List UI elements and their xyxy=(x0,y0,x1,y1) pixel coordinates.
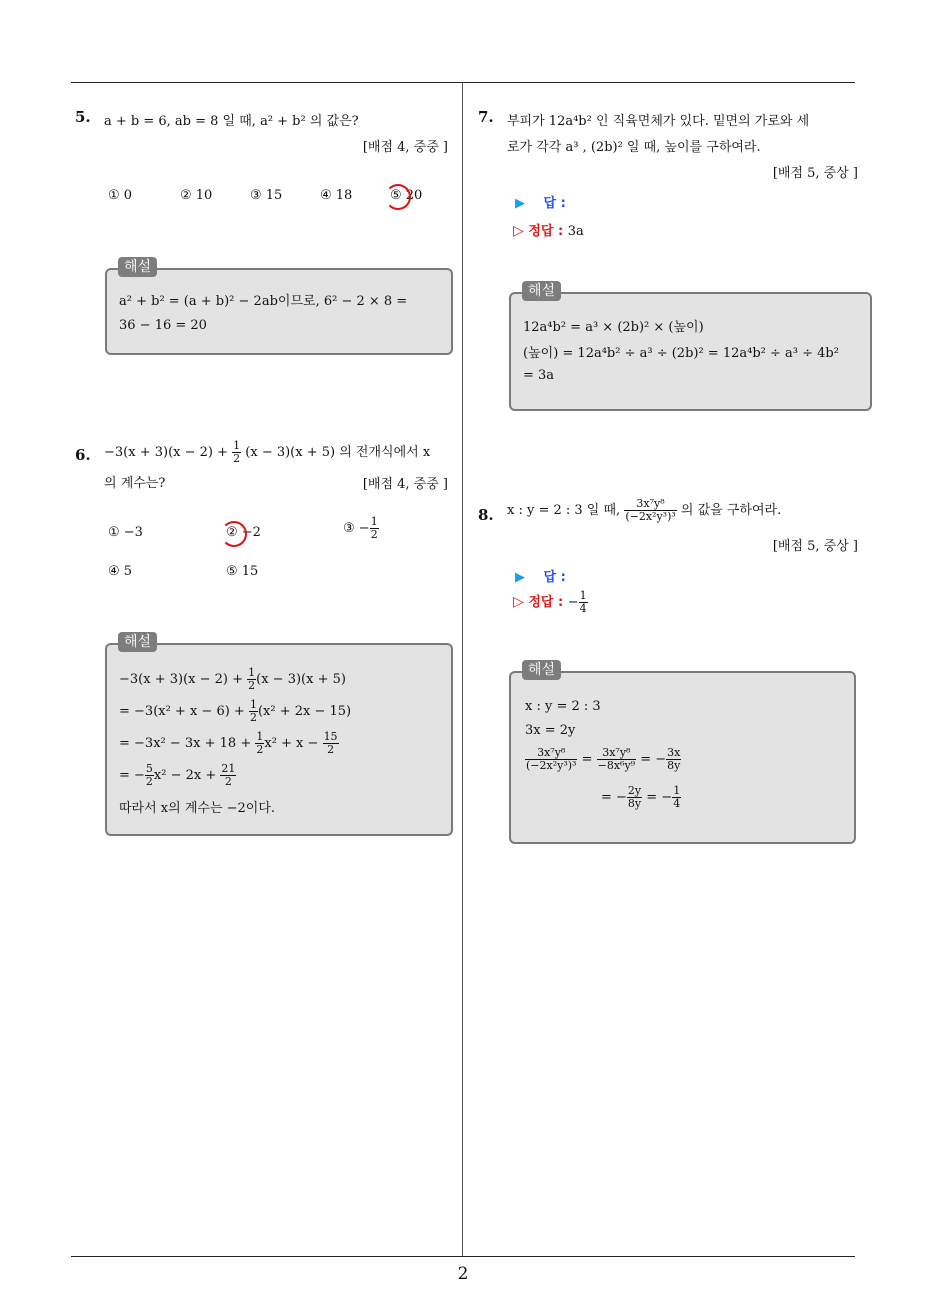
explanation-line: 36 − 16 = 20 xyxy=(119,318,207,333)
question-number: 6. xyxy=(75,446,91,464)
frac-den: −8x⁶y⁹ xyxy=(597,759,636,772)
text-part: = − xyxy=(119,768,145,783)
explanation-line xyxy=(119,699,351,724)
explanation-line xyxy=(119,667,346,692)
question-number: 7. xyxy=(478,108,494,126)
fraction xyxy=(624,498,676,523)
explanation-box xyxy=(105,643,453,836)
text-part: = −3x² − 3x + 18 + xyxy=(119,736,252,751)
frac-den: 2 xyxy=(327,743,335,756)
fraction xyxy=(627,785,642,810)
frac-den: 4 xyxy=(579,602,587,615)
explanation-line xyxy=(601,785,681,810)
frac-den: 2 xyxy=(249,711,257,724)
explanation-line: x : y = 2 : 3 xyxy=(525,699,601,714)
frac-num: 21 xyxy=(221,762,236,775)
question-meta: [배점 5, 중상 ] xyxy=(772,539,858,554)
text-part: = − xyxy=(601,790,627,805)
question-text: a + b = 6, ab = 8 일 때, a² + b² 의 값은? xyxy=(104,114,359,129)
frac-num: 3x⁷y⁸ xyxy=(624,498,676,511)
question-text-line2: 로가 각각 a³ , (2b)² 일 때, 높이를 구하여라. xyxy=(507,140,761,155)
explanation-box xyxy=(509,292,872,411)
fraction xyxy=(145,763,154,788)
explanation-tag: 해설 xyxy=(118,632,157,652)
fraction xyxy=(579,590,588,615)
text-part: x² + x − xyxy=(264,736,319,751)
question-number: 5. xyxy=(75,108,91,126)
answer-row xyxy=(515,192,566,211)
text-part: −3(x + 3)(x − 2) + xyxy=(104,445,228,460)
answer-row xyxy=(515,566,566,585)
text-part: (x² + 2x − 15) xyxy=(257,704,352,719)
explanation-line: a² + b² = (a + b)² − 2ab이므로, 6² − 2 × 8 = xyxy=(119,294,408,309)
fraction xyxy=(597,747,636,772)
correct-answer-row xyxy=(513,220,584,239)
question-meta: [배점 5, 중상 ] xyxy=(772,166,858,181)
play-triangle-icon: ▶ xyxy=(515,570,525,585)
explanation-line: 3x = 2y xyxy=(525,723,576,738)
frac-den: 2 xyxy=(145,775,153,788)
correct-value: 3a xyxy=(567,224,584,239)
question-meta: [배점 4, 중중 ] xyxy=(362,140,448,155)
explanation-tag: 해설 xyxy=(522,660,561,680)
text-part: = −3(x² + x − 6) + xyxy=(119,704,245,719)
choice-4[interactable]: ④ 5 xyxy=(108,564,133,579)
explanation-line: = 3a xyxy=(523,368,555,383)
question-text-line1: 부피가 12a⁴b² 인 직육면체가 있다. 밑면의 가로와 세 xyxy=(507,114,810,129)
text-part: (x − 3)(x + 5) xyxy=(256,672,346,687)
text-part: −3(x + 3)(x − 2) + xyxy=(119,672,243,687)
frac-num: 15 xyxy=(323,730,338,743)
question-text xyxy=(507,498,781,523)
selected-answer-mark xyxy=(385,184,411,210)
column-divider xyxy=(462,83,463,1256)
frac-den: 2 xyxy=(224,775,232,788)
frac-den: (−2x²y³)³ xyxy=(526,759,577,772)
fraction xyxy=(672,785,681,810)
frac-den: 8y xyxy=(627,797,642,810)
fraction xyxy=(255,731,264,756)
correct-label: 정답 : xyxy=(528,595,564,610)
correct-sign: − xyxy=(567,595,579,610)
fraction xyxy=(220,763,236,788)
explanation-box xyxy=(509,671,856,844)
explanation-tag: 해설 xyxy=(522,281,561,301)
play-triangle-icon: ▶ xyxy=(515,196,525,211)
text-part: x : y = 2 : 3 일 때, xyxy=(507,503,621,518)
explanation-line: 12a⁴b² = a³ × (2b)² × (높이) xyxy=(523,320,704,335)
frac-den: (−2x²y³)³ xyxy=(625,510,676,523)
explanation-tag: 해설 xyxy=(118,257,157,277)
frac-num: 3x xyxy=(667,746,681,759)
question-text-line2: 의 계수는? xyxy=(104,476,166,491)
fraction xyxy=(525,747,577,772)
frac-den: 2 xyxy=(370,528,378,541)
answer-label: 답 : xyxy=(543,196,566,211)
text-part: = − xyxy=(646,790,673,805)
bottom-rule xyxy=(71,1256,855,1257)
frac-num: 1 xyxy=(579,589,587,602)
explanation-box xyxy=(105,268,453,355)
choice-2[interactable]: ② 10 xyxy=(180,188,213,203)
frac-num: 3x⁷y⁸ xyxy=(597,747,636,760)
question-text xyxy=(104,440,430,465)
text-part: = − xyxy=(640,752,667,767)
frac-num: 1 xyxy=(370,515,378,528)
explanation-line xyxy=(119,763,236,788)
text-part: (x − 3)(x + 5) 의 전개식에서 x xyxy=(245,445,431,460)
frac-den: 4 xyxy=(673,797,681,810)
frac-num: 1 xyxy=(256,730,264,743)
answer-label: 답 : xyxy=(543,570,566,585)
explanation-line: 따라서 x의 계수는 −2이다. xyxy=(119,801,276,816)
choice-2[interactable]: ② −2 xyxy=(226,525,261,540)
fraction xyxy=(666,747,681,772)
text-part: = xyxy=(581,752,593,767)
question-meta: [배점 4, 중중 ] xyxy=(362,477,448,492)
fraction xyxy=(247,667,256,692)
selected-answer-mark xyxy=(221,521,247,547)
frac-den: 2 xyxy=(248,679,256,692)
choice-5[interactable]: ⑤ 15 xyxy=(226,564,259,579)
choice-1[interactable]: ① −3 xyxy=(108,525,143,540)
text-part: x² − 2x + xyxy=(153,768,217,783)
explanation-line: (높이) = 12a⁴b² ÷ a³ ÷ (2b)² = 12a⁴b² ÷ a³ ÷ 4b² xyxy=(523,346,839,361)
text-part: 의 값을 구하여라. xyxy=(680,503,782,518)
choice-5[interactable]: ⑤ 20 xyxy=(390,188,423,203)
choice-4[interactable]: ④ 18 xyxy=(320,188,353,203)
frac-num: 3x⁷y⁸ xyxy=(525,747,577,760)
correct-label: 정답 : xyxy=(528,224,564,239)
choice-3[interactable]: ③ 15 xyxy=(250,188,283,203)
frac-den: 8y xyxy=(667,759,681,772)
fraction xyxy=(232,440,241,465)
frac-num: 1 xyxy=(673,784,681,797)
fraction xyxy=(323,731,339,756)
frac-den: 2 xyxy=(256,743,264,756)
frac-num: 1 xyxy=(233,439,241,452)
explanation-line xyxy=(119,731,339,756)
frac-den: 2 xyxy=(233,452,241,465)
explanation-line xyxy=(525,747,681,772)
outline-triangle-icon: ▷ xyxy=(513,223,524,239)
fraction xyxy=(249,699,258,724)
choice-3[interactable] xyxy=(343,516,379,541)
page-number: 2 xyxy=(457,1264,469,1284)
frac-num: 5 xyxy=(145,762,153,775)
top-rule xyxy=(71,82,855,83)
correct-answer-row xyxy=(513,590,588,615)
fraction xyxy=(370,516,379,541)
outline-triangle-icon: ▷ xyxy=(513,594,524,610)
question-number: 8. xyxy=(478,506,494,524)
frac-num: 1 xyxy=(248,666,256,679)
frac-num: 2y xyxy=(627,784,642,797)
choice-3-label: ③ − xyxy=(343,521,370,536)
choice-1[interactable]: ① 0 xyxy=(108,188,133,203)
frac-num: 1 xyxy=(249,698,257,711)
